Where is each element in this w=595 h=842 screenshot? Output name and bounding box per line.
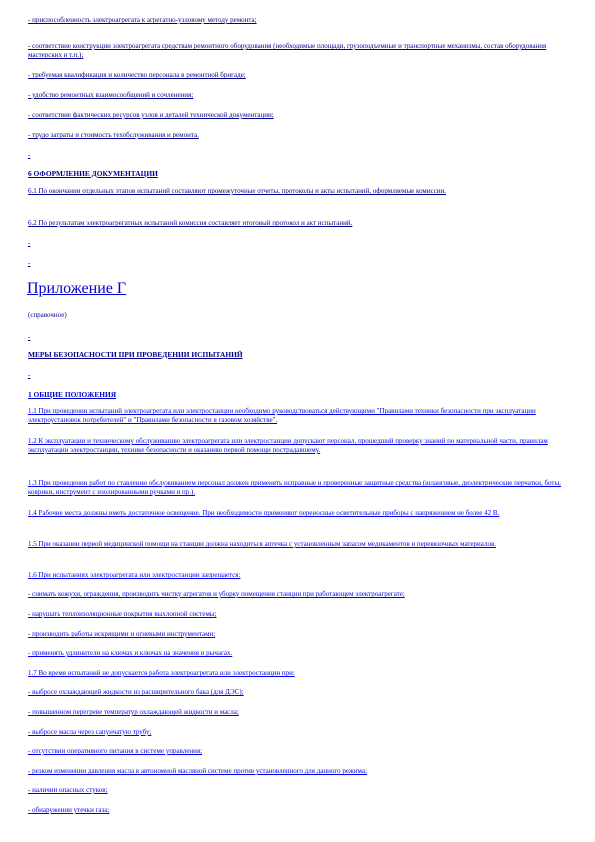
- list-item[interactable]: - приспособленность электроагрегата к агрегатно-узловому методу ремонта;: [28, 16, 257, 24]
- spacer-dash: -: [28, 151, 31, 159]
- list-item[interactable]: - трудо затраты и стоимость техобслуживания и ремонта.: [28, 131, 199, 139]
- paragraph[interactable]: 6.1 По окончании отдельных этапов испытаний составляют промежуточные отчеты, протоколы и акты испытаний, оформляемые комиссии.: [28, 187, 447, 195]
- paragraph[interactable]: 6.2 По результатам электроагрегатных испытаний комиссия составляет итоговый протокол и акт испытаний.: [28, 219, 353, 227]
- spacer-dash: -: [28, 259, 31, 267]
- list-item[interactable]: - производить работы искрящими и огневыми инструментами;: [28, 630, 216, 638]
- list-item[interactable]: - удобство ремонтных взаимосообщений и сочленения;: [28, 91, 194, 99]
- spacer-dash: -: [28, 333, 31, 341]
- list-item[interactable]: - снимать кожухи, ограждения, производить чистку агрегатов и уборку помещения станции при работающем электроагрегате;: [28, 590, 405, 598]
- appendix-title[interactable]: Приложение Г: [27, 280, 127, 297]
- paragraph[interactable]: 1.2 К эксплуатации и техническому обслуживанию электроагрегата или электростанции допускают персонал, прошедший проверку знаний по материальной части, правилам эксплуатации электростанции, технике безопасности и оказанию первой помощи пострадавшему.: [28, 437, 548, 454]
- section-heading[interactable]: 1 ОБЩИЕ ПОЛОЖЕНИЯ: [28, 390, 117, 399]
- paragraph[interactable]: 1.6 При испытаниях электроагрегата или электростанции запрещается:: [28, 571, 241, 579]
- paragraph[interactable]: 1.1 При проведении испытаний электроагрегата или электростанции необходимо руководствоваться действующими "Правилами техники безопасности при эксплуатации электроустановок потребителей" и "Правилами безопасности в газовом хозяйстве".: [28, 407, 536, 424]
- list-item[interactable]: - соответствие конструкции электроагрегата средствам ремонтного оборудования (необходимые площади, грузоподъемные и транспортные механизмы, состав оборудования мастерских и т.п.);: [28, 42, 547, 59]
- appendix-subtitle: (справочное): [28, 311, 67, 319]
- appendix-heading[interactable]: МЕРЫ БЕЗОПАСНОСТИ ПРИ ПРОВЕДЕНИИ ИСПЫТАНИЙ: [28, 350, 243, 359]
- list-item[interactable]: - соответствие фактических ресурсов узлов и деталей технической документации;: [28, 111, 274, 119]
- list-item[interactable]: - выбросе охлаждающей жидкости из расширительного бака (для ДЭС);: [28, 688, 244, 696]
- list-item[interactable]: - обнаружении утечки газа;: [28, 806, 110, 814]
- list-item[interactable]: - нарушать теплоизоляционные покрытия выхлопной системы;: [28, 610, 217, 618]
- list-item[interactable]: - отсутствии оперативного питания в системе управления;: [28, 747, 203, 755]
- section-heading[interactable]: 6 ОФОРМЛЕНИЕ ДОКУМЕНТАЦИИ: [28, 169, 158, 178]
- paragraph[interactable]: 1.3 При проведении работ по ставлении обслуживанием персонал должен применять исправные и проверенные защитные средства (шланговые, диэлектрические перчатки, боты, коврики, инструмент с изолированными ручками и пр.).: [28, 479, 561, 496]
- paragraph[interactable]: 1.4 Рабочие места должны иметь достаточное освещение. При необходимости применяют переносные осветительные приборы с напряжением не более 42 В.: [28, 509, 500, 517]
- spacer-dash: -: [28, 239, 31, 247]
- list-item[interactable]: - требуемая квалификация и количество персонала в ремонтной бригаде;: [28, 71, 246, 79]
- paragraph[interactable]: 1.5 При оказании первой медицинской помощи на станции должна находиться аптечка с установленным запасом медикаментов и перевязочных материалов.: [28, 540, 497, 548]
- list-item[interactable]: - повышенном перегреве температур охлаждающей жидкости и масла;: [28, 708, 239, 716]
- spacer-dash: -: [28, 371, 31, 379]
- paragraph[interactable]: 1.7 Во время испытаний не допускается работа электроагрегата или электростанции при:: [28, 669, 295, 677]
- list-item[interactable]: - наличии опасных стуков;: [28, 786, 108, 794]
- list-item[interactable]: - применять удлинители на ключах и ключах на значения и рычагах.: [28, 649, 233, 657]
- list-item[interactable]: - выбросе масла через сапунчатую трубу;: [28, 728, 152, 736]
- list-item[interactable]: - резком изменении давления масла в автономной масляной системе против установленного для данного режима;: [28, 767, 367, 775]
